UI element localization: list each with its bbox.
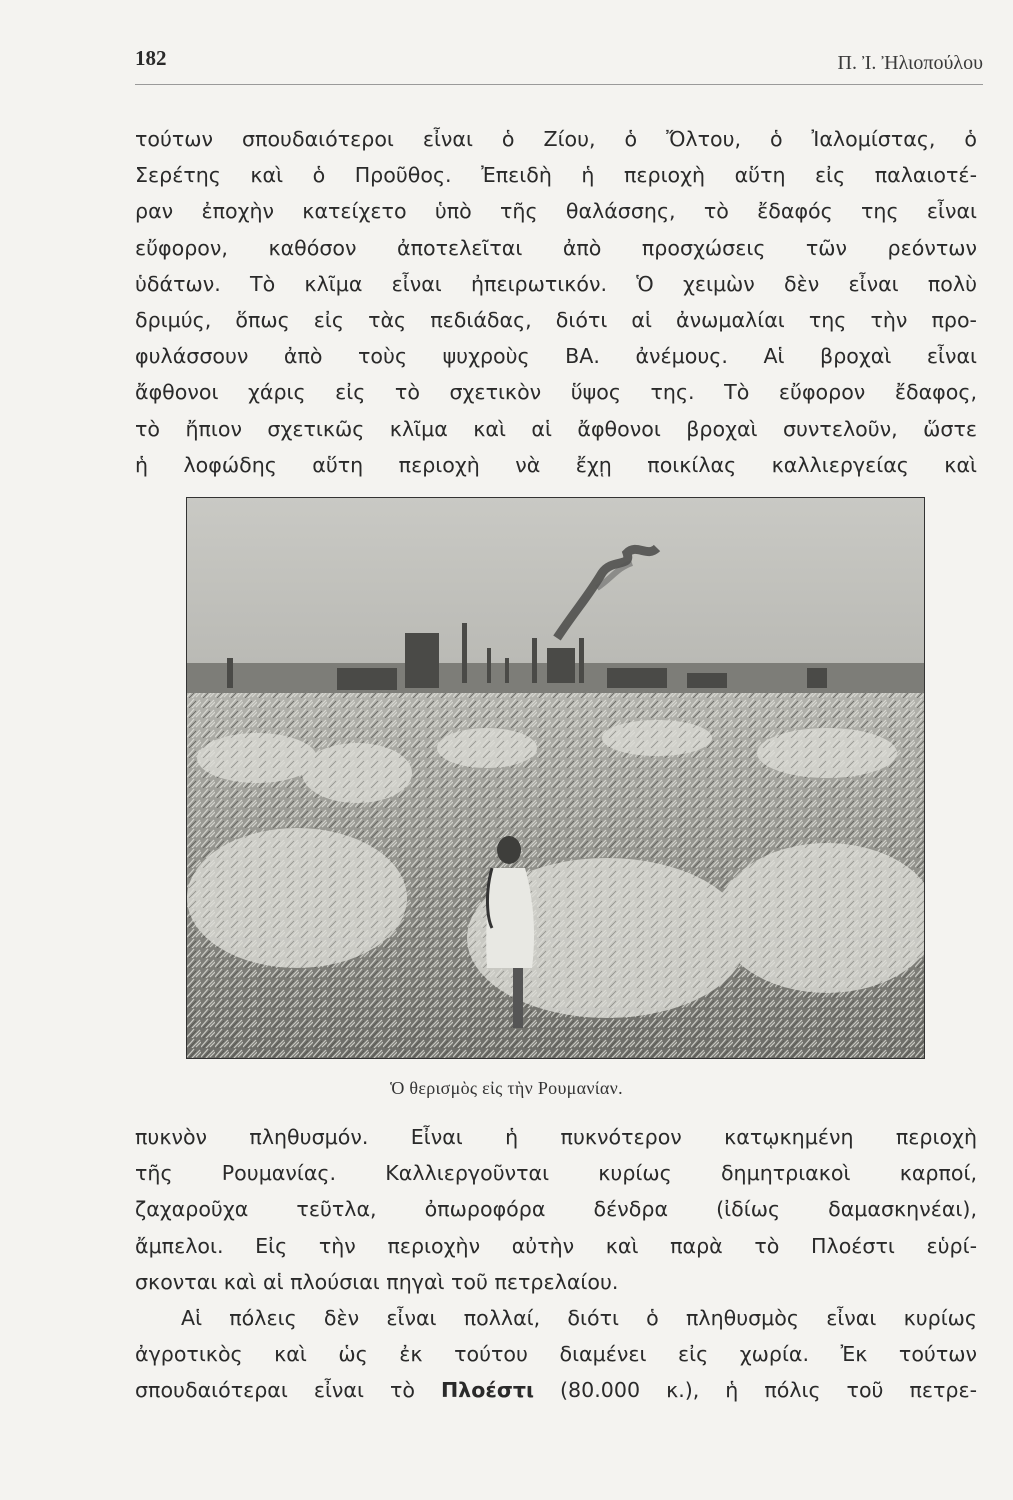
text-line: δριμύς, ὅπως εἰς τὰς πεδιάδας, διότι αἱ ἀνωμαλίαι της τὴν προ-: [135, 308, 977, 333]
running-head: Π. Ἰ. Ἠλιοπούλου: [837, 52, 983, 74]
text-line: σκονται καὶ αἱ πλούσιαι πηγαὶ τοῦ πετρελαίου.: [135, 1269, 619, 1294]
text-line: τῆς Ρουμανίας. Καλλιεργοῦνται κυρίως δημητριακοὶ καρποί,: [135, 1161, 977, 1186]
text-fragment: σπουδαιότεραι εἶναι τὸ: [135, 1378, 441, 1403]
text-line: ἄφθονοι χάρις εἰς τὸ σχετικὸν ὕψος της. Τὸ εὔφορον ἔδαφος,: [135, 380, 977, 405]
figure-caption: Ὁ θερισμὸς εἰς τὴν Ρουμανίαν.: [390, 1078, 623, 1098]
place-name-ploesti: Πλοέστι: [440, 1378, 535, 1403]
text-line: ὑδάτων. Τὸ κλῖμα εἶναι ἠπειρωτικόν. Ὁ χειμὼν δὲν εἶναι πολὺ: [135, 271, 977, 296]
paragraph-bottom: [135, 1119, 977, 1409]
text-line: Αἱ πόλεις δὲν εἶναι πολλαί, διότι ὁ πληθυσμὸς εἶναι κυρίως: [181, 1306, 977, 1331]
text-line: ἄμπελοι. Εἰς τὴν περιοχὴν αὐτὴν καὶ παρὰ τὸ Πλοέστι εὑρί-: [135, 1233, 977, 1258]
header-rule: [135, 84, 983, 85]
text-line: τούτων σπουδαιότεροι εἶναι ὁ Ζίου, ὁ Ὄλτου, ὁ Ἰαλομίστας, ὁ: [135, 127, 977, 151]
text-line: ἡ λοφώδης αὕτη περιοχὴ νὰ ἔχῃ ποικίλας καλλιεργείας καὶ: [135, 452, 977, 477]
text-line: Σερέτης καὶ ὁ Προῦθος. Ἐπειδὴ ἡ περιοχὴ αὕτη εἰς παλαιοτέ-: [135, 163, 977, 188]
text-line: εὔφορον, καθόσον ἀποτελεῖται ἀπὸ προσχώσεις τῶν ρεόντων: [135, 235, 977, 260]
text-line: ἀγροτικὸς καὶ ὡς ἐκ τούτου διαμένει εἰς χωρία. Ἐκ τούτων: [135, 1342, 977, 1367]
text-line: ζαχαροῦχα τεῦτλα, ὀπωροφόρα δένδρα (ἰδίως δαμασκηνέαι),: [135, 1197, 977, 1222]
text-line: τὸ ἤπιον σχετικῶς κλῖμα καὶ αἱ ἄφθονοι βροχαὶ συντελοῦν, ὥστε: [135, 416, 977, 441]
text-line: πυκνὸν πληθυσμόν. Εἶναι ἡ πυκνότερον κατῳκημένη περιοχὴ: [135, 1125, 977, 1149]
paragraph-top: [135, 121, 977, 483]
harvest-photograph: [186, 497, 925, 1059]
page-number: 182: [135, 46, 167, 70]
text-line: ραν ἐποχὴν κατείχετο ὑπὸ τῆς θαλάσσης, τὸ ἔδαφός της εἶναι: [135, 199, 977, 224]
text-fragment: (80.000 κ.), ἡ πόλις τοῦ πετρε-: [534, 1378, 978, 1403]
text-line: [135, 1372, 977, 1408]
text-line: φυλάσσουν ἀπὸ τοὺς ψυχροὺς ΒΑ. ἀνέμους. Αἱ βροχαὶ εἶναι: [135, 344, 977, 369]
